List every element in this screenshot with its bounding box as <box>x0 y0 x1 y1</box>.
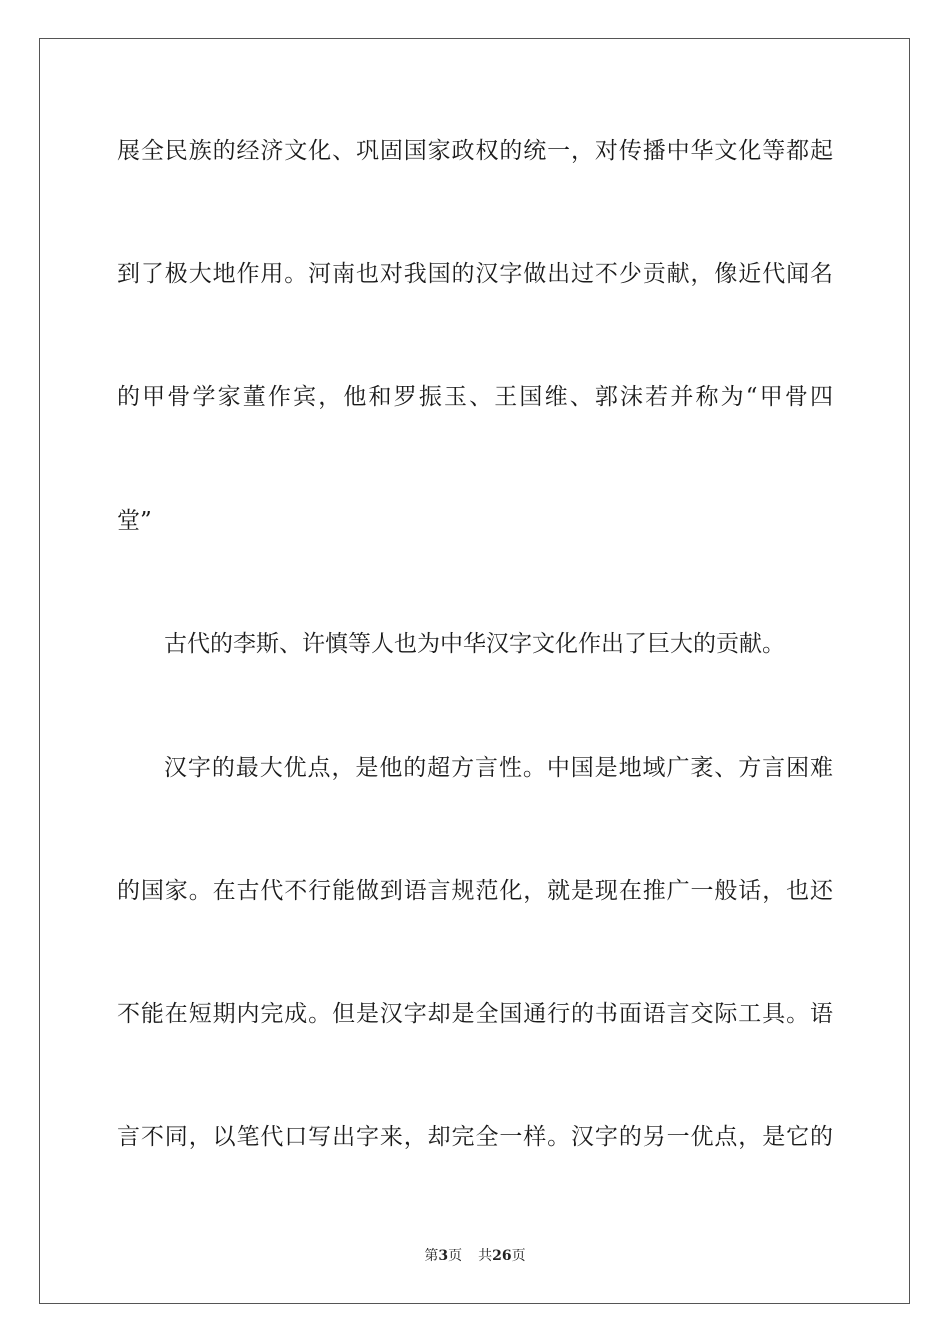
page-prefix: 第 <box>424 1248 439 1264</box>
total-suffix: 页 <box>511 1248 526 1264</box>
text-line-8: 不能在短期内完成。但是汉字却是全国通行的书面语言交际工具。语 <box>117 1001 833 1027</box>
paragraph-start-line: 汉字的最大优点，是他的超方言性。中国是地域广袤、方言困难 <box>164 755 833 781</box>
page-border <box>39 38 910 1304</box>
total-pages: 26 <box>492 1248 512 1264</box>
page-suffix: 页 <box>448 1248 463 1264</box>
text-line-4: 堂” <box>117 508 152 534</box>
text-line-7: 的国家。在古代不行能做到语言规范化，就是现在推广一般话，也还 <box>117 878 833 904</box>
page-number: 3 <box>438 1248 449 1264</box>
total-prefix: 共 <box>478 1248 493 1264</box>
text-line-3: 的甲骨学家董作宾，他和罗振玉、王国维、郭沫若并称为“甲骨四 <box>117 384 833 410</box>
text-line-2: 到了极大地作用。河南也对我国的汉字做出过不少贡献，像近代闻名 <box>117 261 833 287</box>
page-footer <box>0 1247 950 1265</box>
paragraph-start-line: 古代的李斯、许慎等人也为中华汉字文化作出了巨大的贡献。 <box>164 631 785 657</box>
text-line-9: 言不同，以笔代口写出字来，却完全一样。汉字的另一优点，是它的 <box>117 1124 833 1150</box>
text-line-1: 展全民族的经济文化、巩固国家政权的统一，对传播中华文化等都起 <box>117 138 833 164</box>
